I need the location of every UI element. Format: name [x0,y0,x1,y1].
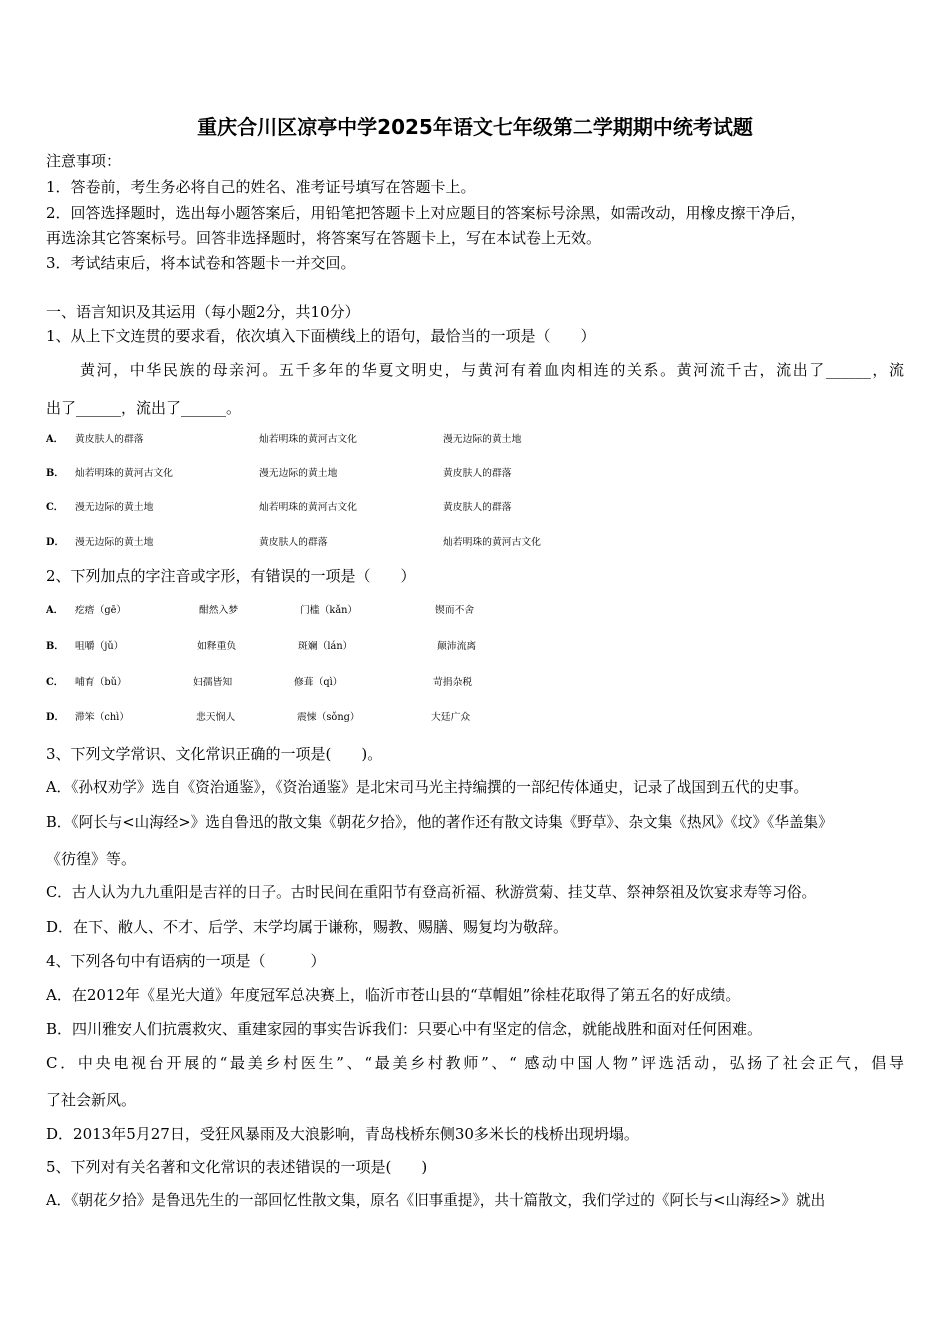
option-part: 妇孺皆知 [193,677,233,688]
question-3-option-b: B．《阿长与<山海经>》选自鲁迅的散文集《朝花夕拾》，他的著作还有散文诗集《野草》、杂文集《热风》《坟》《华盖集》 [46,814,833,831]
option-label: C． [46,502,64,513]
question-5-option-a: A．《朝花夕拾》是鲁迅先生的一部回忆性散文集，原名《旧事重提》，共十篇散文，我们学过的《阿长与<山海经>》就出 [46,1192,826,1209]
question-4-stem: 4、下列各句中有语病的一项是（ ） [46,952,326,970]
question-3-option-b-cont: 《彷徨》等。 [46,850,137,868]
question-3-option-c: C．古人认为九九重阳是吉祥的日子。古时民间在重阳节有登高祈福、秋游赏菊、挂艾草、祭神祭祖及饮宴求寿等习俗。 [46,884,817,901]
question-1-option-c [46,498,916,518]
option-part: 哺育（bǔ） [75,677,127,688]
option-part: 颠沛流离 [437,641,477,652]
option-part: 修葺（qì） [294,677,343,688]
option-part: 咀嚼（jǔ） [75,641,124,652]
option-part: 如释重负 [197,641,237,652]
question-3-stem: 3、下列文学常识、文化常识正确的一项是( )。 [46,745,383,763]
question-3-option-d: D．在下、敝人、不才、后学、末学均属于谦称，赐教、赐膳、赐复均为敬辞。 [46,918,569,936]
option-part: 灿若明珠的黄河古文化 [443,537,541,548]
notice-item-2: 2．回答选择题时，选出每小题答案后，用铅笔把答题卡上对应题目的答案标号涂黑，如需改动，用橡皮擦干净后， [46,204,806,222]
option-part: 大廷广众 [431,712,471,723]
option-label: D． [46,712,65,723]
question-4-option-c-cont: 了社会新风。 [46,1091,137,1109]
option-part: 锲而不舍 [435,605,475,616]
option-label: D． [46,537,65,548]
option-part: 漫无边际的黄土地 [443,434,522,445]
question-2-option-d [46,708,916,728]
option-part: 灿若明珠的黄河古文化 [259,434,357,445]
option-part: 苛捐杂税 [433,677,473,688]
option-label: C． [46,677,64,688]
option-part: 门槛（kǎn） [300,605,358,616]
question-3-option-a: A．《孙权劝学》选自《资治通鉴》，《资治通鉴》是北宋司马光主持编撰的一部纪传体通史，记录了战国到五代的史事。 [46,779,809,796]
question-1-option-d [46,533,916,553]
option-part: 震悚（sǒng） [297,712,360,723]
option-part: 黄皮肤人的群落 [75,434,144,445]
question-1-option-a [46,430,916,450]
question-1-option-b [46,464,916,484]
option-part: 漫无边际的黄土地 [75,502,154,513]
question-4-option-c: C．中央电视台开展的“最美乡村医生”、“最美乡村教师”、“ 感动中国人物”评选活动，弘扬了社会正气，倡导 [46,1054,904,1072]
option-part: 滞笨（chì） [75,712,130,723]
notice-item-2-cont: 再选涂其它答案标号。回答非选择题时，将答案写在答题卡上，写在本试卷上无效。 [46,229,602,247]
page-title: 重庆合川区凉亭中学2025年语文七年级第二学期期中统考试题 [197,115,753,139]
option-part: 漫无边际的黄土地 [259,468,338,479]
question-2-option-c [46,673,916,693]
option-part: 黄皮肤人的群落 [259,537,328,548]
question-4-option-d: D．2013年5月27日，受狂风暴雨及大浪影响，青岛栈桥东侧30多米长的栈桥出现坍塌。 [46,1125,639,1143]
option-part: 酣然入梦 [199,605,239,616]
question-4-option-b: B．四川雅安人们抗震救灾、重建家园的事实告诉我们：只要心中有坚定的信念，就能战胜和面对任何困难。 [46,1020,763,1038]
option-label: A． [46,605,64,616]
notice-item-3: 3．考试结束后，将本试卷和答题卡一并交回。 [46,254,356,272]
question-1-passage: 黄河，中华民族的母亲河。五千多年的华夏文明史，与黄河有着血肉相连的关系。黄河流千古，流出了______，流 [80,361,904,379]
question-2-option-a [46,601,916,621]
option-label: B． [46,641,65,652]
question-2-stem: 2、下列加点的字注音或字形，有错误的一项是（ ） [46,567,416,585]
option-label: B． [46,468,65,479]
option-label: A． [46,434,64,445]
option-part: 黄皮肤人的群落 [443,502,512,513]
option-part: 疙瘩（gē） [75,605,127,616]
question-1-passage-cont: 出了______，流出了______。 [46,399,242,417]
option-part: 黄皮肤人的群落 [443,468,512,479]
question-4-option-a: A．在2012年《星光大道》年度冠军总决赛上，临沂市苍山县的“草帽姐”徐桂花取得了第五名的好成绩。 [46,986,741,1004]
section-heading: 一、语言知识及其运用（每小题2分，共10分） [46,303,360,321]
question-1-stem: 1、从上下文连贯的要求看，依次填入下面横线上的语句，最恰当的一项是（ ） [46,327,596,345]
option-part: 斑斓（lán） [298,641,353,652]
question-2-option-b [46,637,916,657]
option-part: 漫无边际的黄土地 [75,537,154,548]
option-part: 灿若明珠的黄河古文化 [259,502,357,513]
option-part: 悲天悯人 [196,712,236,723]
option-part: 灿若明珠的黄河古文化 [75,468,173,479]
notice-heading: 注意事项： [46,152,122,170]
question-5-stem: 5、下列对有关名著和文化常识的表述错误的一项是( ) [46,1158,428,1176]
notice-item-1: 1．答卷前，考生务必将自己的姓名、准考证号填写在答题卡上。 [46,178,476,196]
